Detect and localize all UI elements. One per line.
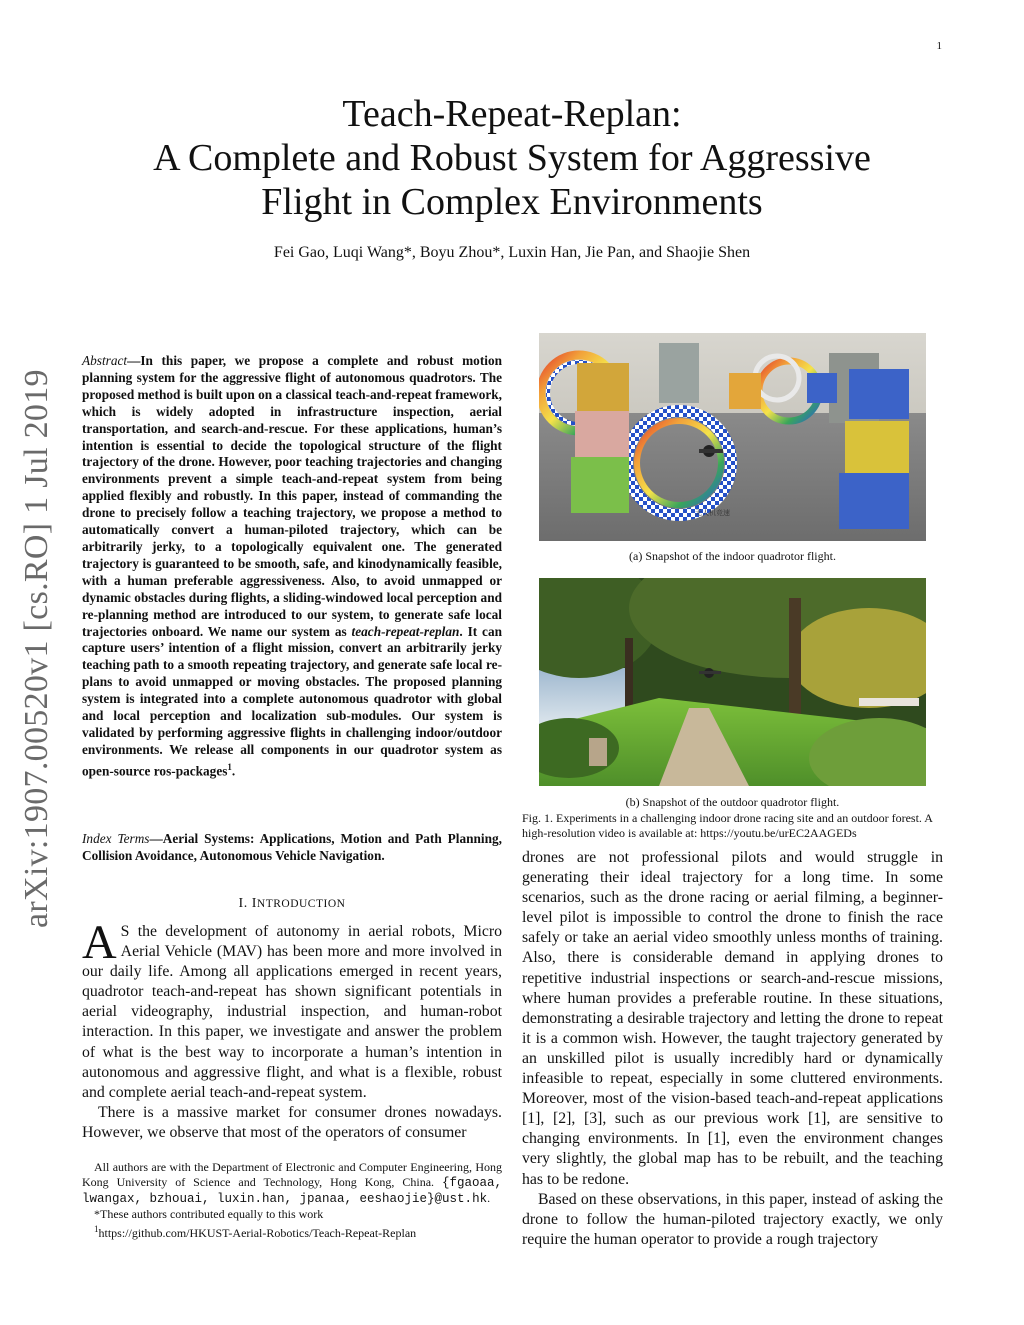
- right-paragraph-1: drones are not professional pilots and would struggle in generating their ideal trajectory for a long time. In some scenarios, such as the drone racing or aerial filming, a beginner-level pilot is impossible to control the drone to finish the race safely or take an aerial video smoothly unless months of training. Also, there is considerable demand in applying drones to repetitive industrial inspections or search-and-rescue missions, where human provides a preferable routine. In these situations, demonstrating a desirable trajectory and letting the drone to repeat it is a common wish. However, the taught trajectory generated by an unskilled pilot is usually incredibly hard or dynamically infeasible to repeat, especially in some cluttered environments. Moreover, most of the vision-based teach-and-repeat applications [1], [2], [3], such as our previous work [1], are sensitive to changing environments. In [1], even the environment changes very slightly, the global map has to be rebuilt, and the teaching has to be redone.: [522, 849, 943, 1188]
- intro-paragraph-1-text: S the development of autonomy in aerial robots, Micro Aerial Vehicle (MAV) has been more and more involved in our daily life. Among all applications emerged in recent years, quadrotor teach-and-repeat has shown significant potentials in aerial videography, industrial inspection, and human-robot interaction. In this paper, we investigate and answer the problem of what is the best way to incorporate a human’s intention in autonomous and aggressive flight, and what is a flexible, robust and complete aerial teach-and-repeat system.: [82, 923, 502, 1101]
- page-number: 1: [936, 40, 942, 52]
- dropcap: A: [82, 916, 117, 969]
- figure-outdoor-photo: [539, 578, 926, 786]
- section-number: I.: [238, 896, 248, 911]
- intro-paragraph-1: [82, 916, 502, 1103]
- right-column-text: [522, 848, 943, 1250]
- abstract-text-end: .: [231, 763, 236, 779]
- abstract-text-2: . It can capture users’ intention of a flight mission, convert an arbitrarily jerky teaching path to a smooth repeating trajectory, and generate safe local re-plans to avoid unmapped or moving obstacles. The proposed planning system is integrated into a complete autonomous quadrotor with global and local perception and localization sub-modules. Our system is validated by performing aggressive flights in challenging indoor/outdoor environments. We release all components in our quadrotor system as open-source ros-packages: [82, 623, 502, 779]
- footnote-url-mark: 1: [94, 1224, 99, 1234]
- paper-title: [60, 92, 964, 224]
- abstract: [82, 353, 502, 780]
- abstract-system-name: teach-repeat-replan: [351, 623, 460, 639]
- intro-paragraph-2: There is a massive market for consumer drones nowadays. However, we observe that most of the operators of consumer: [82, 1103, 502, 1141]
- title-line-1: Teach-Repeat-Replan:: [342, 93, 682, 135]
- footnote-emails: {fgaoaa, lwangax, bzhouai, luxin.han, jpanaa, eeshaojie}@ust.hk: [82, 1176, 502, 1206]
- indoor-scene-illustration: [539, 333, 926, 541]
- section-title-rest: NTRODUCTION: [256, 898, 346, 910]
- footnote-url: [82, 1222, 502, 1241]
- footnote-affiliation-text: All authors are with the Department of Electronic and Computer Engineering, Hong Kong University of Science and Technology, Hong Kong, China.: [82, 1160, 502, 1189]
- section-title-first: I: [251, 896, 257, 911]
- figure-indoor-photo: [539, 333, 926, 541]
- figure-caption: Fig. 1. Experiments in a challenging indoor drone racing site and an outdoor forest. A high-resolution video is available at: https://youtu.be/urEC2AAGEDs: [522, 811, 933, 840]
- title-line-2: A Complete and Robust System for Aggressive: [153, 137, 871, 179]
- abstract-text-1: —In this paper, we propose a complete and robust motion planning system for the aggressive flight of autonomous quadrotors. The proposed method is built upon on a classical teach-and-repeat framework, which is widely adopted in infrastructure inspection, aerial transportation, and search-and-rescue. For these applications, human’s intention is essential to decide the topological structure of the flight trajectory of the drone. However, poor teaching trajectories and changing environments prevent a simple teach-and-repeat system from being applied flexibly and robustly. In this paper, instead of commanding the drone to precisely follow a teaching trajectory, we propose a method to automatically convert a human-piloted trajectory, which can be arbitrarily jerky, to a topologically equivalent one. The generated trajectory is guaranteed to be smooth, safe, and kinodynamically feasible, with a human preferable aggressiveness. Also, to avoid unmapped or dynamic obstacles during flights, a sliding-windowed local perception and re-planning method are introduced to our system, to generate safe local trajectories onboard. We name our system as: [82, 353, 502, 639]
- subcaption-b: (b) Snapshot of the outdoor quadrotor flight.: [625, 795, 840, 809]
- abstract-footnote-mark: 1: [227, 761, 232, 772]
- author-list: Fei Gao, Luqi Wang*, Boyu Zhou*, Luxin Han, Jie Pan, and Shaojie Shen: [273, 244, 751, 261]
- index-terms-lead: Index Terms: [82, 831, 150, 846]
- arxiv-stamp: arXiv:1907.00520v1 [cs.RO] 1 Jul 2019: [18, 369, 55, 928]
- footnote-affiliation: [82, 1160, 502, 1207]
- footnote-emails-end: .: [487, 1191, 491, 1205]
- index-terms-text: —Aerial Systems: Applications, Motion and Path Planning, Collision Avoidance, Autonomous Vehicle Navigation.: [82, 831, 502, 863]
- section-heading-introduction: [82, 896, 502, 912]
- index-terms: [82, 830, 502, 864]
- hoop-label: 无人机竞速: [695, 509, 730, 517]
- footnotes: [82, 1160, 502, 1241]
- introduction-text: [82, 916, 502, 1143]
- abstract-lead: Abstract: [82, 353, 128, 368]
- outdoor-scene-illustration: [539, 578, 926, 786]
- right-paragraph-2: Based on these observations, in this paper, instead of asking the drone to follow the human-piloted trajectory exactly, we only require the human operator to provide a rough trajectory: [522, 1190, 943, 1248]
- footnote-equal-contribution: *These authors contributed equally to this work: [94, 1207, 324, 1221]
- footnote-url-text[interactable]: https://github.com/HKUST-Aerial-Robotics/Teach-Repeat-Replan: [98, 1226, 417, 1240]
- title-line-3: Flight in Complex Environments: [261, 181, 763, 223]
- subcaption-a: (a) Snapshot of the indoor quadrotor flight.: [629, 549, 836, 563]
